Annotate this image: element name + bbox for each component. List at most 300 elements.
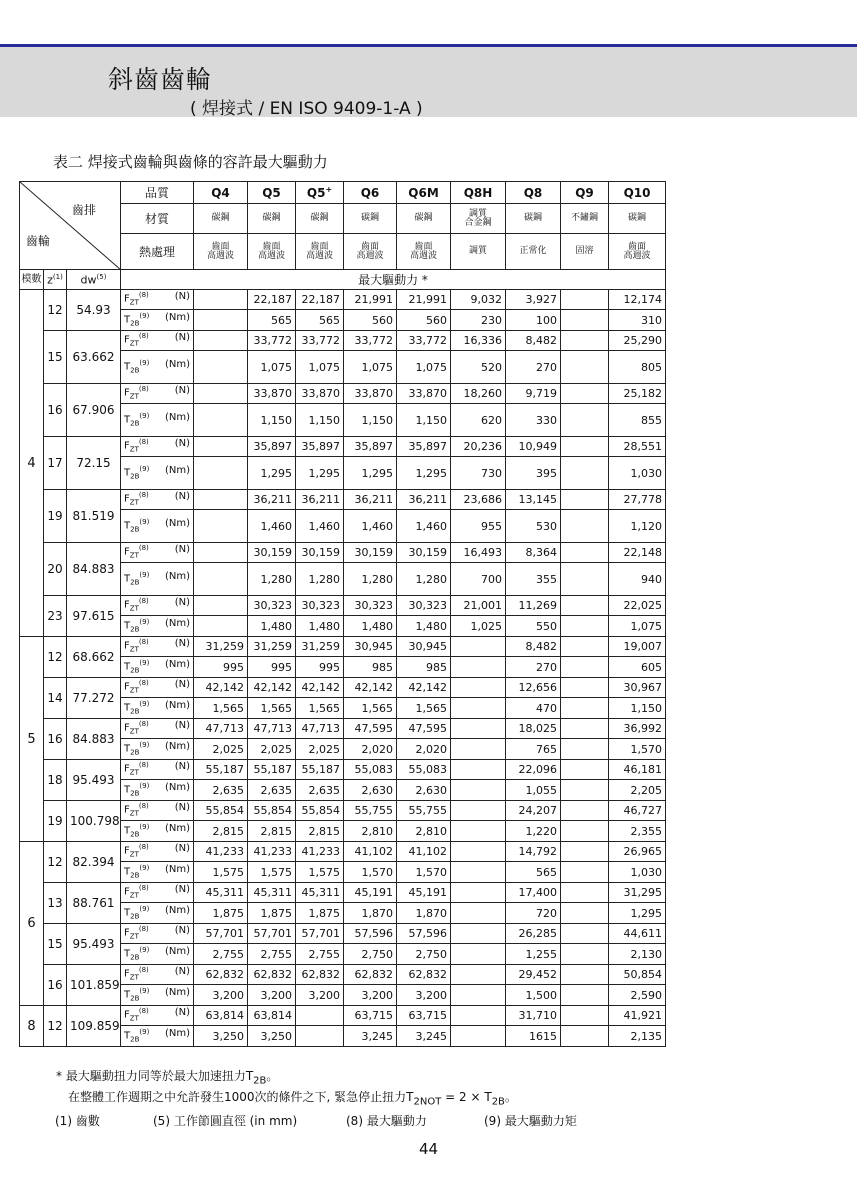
torque-value: 720 <box>506 903 561 924</box>
teeth-cell: 14 <box>44 678 67 719</box>
torque-value: 3,245 <box>344 1026 397 1047</box>
teeth-cell: 17 <box>44 437 67 490</box>
max-force-header: 最大驅動力 * <box>121 270 666 290</box>
material-cell: 碳鋼 <box>344 204 397 234</box>
force-value: 57,596 <box>344 924 397 944</box>
teeth-cell: 16 <box>44 719 67 760</box>
torque-value: 2,635 <box>194 780 248 801</box>
material-cell: 碳鋼 <box>397 204 451 234</box>
torque-value: 1,030 <box>609 862 666 883</box>
torque-value: 730 <box>451 457 506 490</box>
force-value: 29,452 <box>506 965 561 985</box>
teeth-cell: 12 <box>44 290 67 331</box>
label-material: 材質 <box>121 204 194 234</box>
torque-label: $T_{2B}^{(9)}$ (Nm) <box>121 563 194 596</box>
force-value <box>561 924 609 944</box>
footnote-text: 。 <box>266 1069 279 1083</box>
force-value: 16,336 <box>451 331 506 351</box>
force-value: 11,269 <box>506 596 561 616</box>
material-cell: 碳鋼 <box>296 204 344 234</box>
torque-value <box>561 780 609 801</box>
force-value <box>194 543 248 563</box>
pitch-diameter-cell: 63.662 <box>67 331 121 384</box>
torque-value: 1,075 <box>397 351 451 384</box>
force-value: 63,715 <box>344 1006 397 1026</box>
treatment-cell: 調質 <box>451 234 506 270</box>
force-value: 19,007 <box>609 637 666 657</box>
torque-value: 1,570 <box>609 739 666 760</box>
force-value: 33,772 <box>296 331 344 351</box>
force-value: 14,792 <box>506 842 561 862</box>
force-value <box>451 760 506 780</box>
treatment-cell: 固溶 <box>561 234 609 270</box>
torque-value: 1,575 <box>248 862 296 883</box>
force-value: 45,311 <box>296 883 344 903</box>
force-value: 55,854 <box>248 801 296 821</box>
pitch-diameter-cell: 95.493 <box>67 760 121 801</box>
torque-value: 805 <box>609 351 666 384</box>
force-value: 21,991 <box>344 290 397 310</box>
force-value: 18,025 <box>506 719 561 739</box>
teeth-cell: 12 <box>44 842 67 883</box>
force-value: 63,715 <box>397 1006 451 1026</box>
force-label: $F_{ZT}^{(8)}$ (N) <box>121 637 194 657</box>
pitch-diameter-cell: 95.493 <box>67 924 121 965</box>
force-label: $F_{ZT}^{(8)}$ (N) <box>121 437 194 457</box>
torque-value: 995 <box>194 657 248 678</box>
torque-value: 1,295 <box>248 457 296 490</box>
torque-value: 1,460 <box>397 510 451 543</box>
torque-value <box>561 563 609 596</box>
torque-value: 620 <box>451 404 506 437</box>
torque-value: 520 <box>451 351 506 384</box>
torque-value: 2,635 <box>296 780 344 801</box>
corner-label-rack: 齒排 <box>72 203 97 217</box>
force-value: 30,323 <box>344 596 397 616</box>
force-value: 27,778 <box>609 490 666 510</box>
force-value <box>561 842 609 862</box>
torque-value: 2,630 <box>397 780 451 801</box>
force-value: 33,870 <box>296 384 344 404</box>
torque-value: 700 <box>451 563 506 596</box>
force-value: 17,400 <box>506 883 561 903</box>
force-value: 13,145 <box>506 490 561 510</box>
torque-label: $T_{2B}^{(9)}$ (Nm) <box>121 404 194 437</box>
torque-value: 2,810 <box>397 821 451 842</box>
force-value: 8,364 <box>506 543 561 563</box>
force-value: 41,233 <box>194 842 248 862</box>
torque-value: 1,460 <box>344 510 397 543</box>
force-value: 22,025 <box>609 596 666 616</box>
torque-value <box>194 404 248 437</box>
force-value: 47,713 <box>248 719 296 739</box>
module-cell: 5 <box>20 637 44 842</box>
torque-value: 565 <box>248 310 296 331</box>
torque-label: $T_{2B}^{(9)}$ (Nm) <box>121 351 194 384</box>
torque-value: 3,250 <box>248 1026 296 1047</box>
torque-value: 2,750 <box>397 944 451 965</box>
force-value <box>194 437 248 457</box>
torque-value: 560 <box>397 310 451 331</box>
force-value: 33,772 <box>397 331 451 351</box>
torque-value: 1,575 <box>296 862 344 883</box>
force-value: 30,159 <box>248 543 296 563</box>
torque-value: 230 <box>451 310 506 331</box>
torque-value <box>561 862 609 883</box>
force-value: 33,870 <box>344 384 397 404</box>
torque-label: $T_{2B}^{(9)}$ (Nm) <box>121 944 194 965</box>
torque-value <box>451 698 506 719</box>
force-value <box>451 924 506 944</box>
footnote-text: = 2 × T <box>441 1090 492 1104</box>
torque-value: 1,280 <box>296 563 344 596</box>
force-value: 9,719 <box>506 384 561 404</box>
force-value: 46,727 <box>609 801 666 821</box>
force-value: 47,713 <box>296 719 344 739</box>
col-module: 模數 <box>20 270 44 290</box>
force-value: 30,323 <box>248 596 296 616</box>
torque-value: 955 <box>451 510 506 543</box>
torque-value <box>561 821 609 842</box>
torque-value: 565 <box>506 862 561 883</box>
force-value: 31,259 <box>296 637 344 657</box>
torque-label: $T_{2B}^{(9)}$ (Nm) <box>121 780 194 801</box>
torque-value <box>561 310 609 331</box>
force-value: 3,927 <box>506 290 561 310</box>
torque-value: 355 <box>506 563 561 596</box>
torque-label: $T_{2B}^{(9)}$ (Nm) <box>121 739 194 760</box>
force-value: 41,233 <box>248 842 296 862</box>
torque-value: 1,870 <box>397 903 451 924</box>
torque-value: 1,280 <box>344 563 397 596</box>
torque-value: 2,025 <box>248 739 296 760</box>
force-value <box>561 437 609 457</box>
grade-header: Q5 <box>248 182 296 204</box>
force-value <box>561 719 609 739</box>
torque-value: 940 <box>609 563 666 596</box>
torque-value: 1,150 <box>609 698 666 719</box>
pitch-diameter-cell: 88.761 <box>67 883 121 924</box>
corner-label-gear: 齒輪 <box>26 234 51 248</box>
torque-value: 1,575 <box>194 862 248 883</box>
force-value: 30,945 <box>344 637 397 657</box>
treatment-cell: 齒面 高週波 <box>248 234 296 270</box>
force-value <box>561 883 609 903</box>
torque-value: 1,565 <box>397 698 451 719</box>
torque-value <box>451 780 506 801</box>
torque-value: 2,810 <box>344 821 397 842</box>
torque-label: $T_{2B}^{(9)}$ (Nm) <box>121 821 194 842</box>
torque-label: $T_{2B}^{(9)}$ (Nm) <box>121 457 194 490</box>
force-value: 47,713 <box>194 719 248 739</box>
force-value <box>561 801 609 821</box>
pitch-diameter-cell: 54.93 <box>67 290 121 331</box>
teeth-cell: 23 <box>44 596 67 637</box>
torque-value: 1,150 <box>344 404 397 437</box>
pitch-diameter-cell: 81.519 <box>67 490 121 543</box>
force-value: 42,142 <box>397 678 451 698</box>
material-cell: 碳鋼 <box>506 204 561 234</box>
force-value: 63,814 <box>248 1006 296 1026</box>
teeth-cell: 15 <box>44 331 67 384</box>
force-value: 22,187 <box>296 290 344 310</box>
force-value: 62,832 <box>344 965 397 985</box>
force-value: 36,992 <box>609 719 666 739</box>
torque-value <box>561 657 609 678</box>
force-value <box>194 384 248 404</box>
teeth-cell: 16 <box>44 965 67 1006</box>
force-value: 44,611 <box>609 924 666 944</box>
force-value: 30,159 <box>397 543 451 563</box>
footnote-text: 。 <box>504 1090 517 1104</box>
force-value: 30,323 <box>296 596 344 616</box>
torque-value: 2,635 <box>248 780 296 801</box>
teeth-cell: 19 <box>44 490 67 543</box>
torque-value: 1,295 <box>344 457 397 490</box>
torque-value <box>561 457 609 490</box>
force-value: 42,142 <box>296 678 344 698</box>
force-value <box>561 760 609 780</box>
force-value <box>194 290 248 310</box>
force-value: 62,832 <box>397 965 451 985</box>
force-label: $F_{ZT}^{(8)}$ (N) <box>121 384 194 404</box>
torque-value: 1,150 <box>248 404 296 437</box>
force-value: 20,236 <box>451 437 506 457</box>
torque-value: 1,875 <box>296 903 344 924</box>
torque-value: 1,030 <box>609 457 666 490</box>
force-label: $F_{ZT}^{(8)}$ (N) <box>121 678 194 698</box>
torque-value <box>451 985 506 1006</box>
torque-value: 310 <box>609 310 666 331</box>
torque-value: 985 <box>397 657 451 678</box>
force-label: $F_{ZT}^{(8)}$ (N) <box>121 331 194 351</box>
force-value <box>561 965 609 985</box>
torque-value: 1,280 <box>248 563 296 596</box>
footnote-emergency-stop <box>68 1088 517 1107</box>
torque-value: 1,075 <box>609 616 666 637</box>
force-value: 30,323 <box>397 596 451 616</box>
torque-value: 1,120 <box>609 510 666 543</box>
force-value: 57,596 <box>397 924 451 944</box>
force-value: 22,187 <box>248 290 296 310</box>
torque-value: 1,500 <box>506 985 561 1006</box>
force-label: $F_{ZT}^{(8)}$ (N) <box>121 290 194 310</box>
force-value <box>451 637 506 657</box>
force-value: 26,285 <box>506 924 561 944</box>
torque-label: $T_{2B}^{(9)}$ (Nm) <box>121 310 194 331</box>
torque-value: 985 <box>344 657 397 678</box>
torque-value: 3,200 <box>397 985 451 1006</box>
table-caption: 表二 焊接式齒輪與齒條的容許最大驅動力 <box>53 153 328 171</box>
torque-value: 270 <box>506 351 561 384</box>
torque-value <box>451 657 506 678</box>
grade-header: Q6M <box>397 182 451 204</box>
torque-value: 3,250 <box>194 1026 248 1047</box>
pitch-diameter-cell: 109.859 <box>67 1006 121 1047</box>
force-value: 42,142 <box>344 678 397 698</box>
pitch-diameter-cell: 84.883 <box>67 719 121 760</box>
force-value: 41,233 <box>296 842 344 862</box>
force-value: 42,142 <box>248 678 296 698</box>
col-teeth: $z^{(1)}$ <box>44 270 67 290</box>
torque-label: $T_{2B}^{(9)}$ (Nm) <box>121 698 194 719</box>
force-value: 30,945 <box>397 637 451 657</box>
torque-value: 1,480 <box>296 616 344 637</box>
force-value: 45,191 <box>344 883 397 903</box>
pitch-diameter-cell: 101.859 <box>67 965 121 1006</box>
torque-value: 1,075 <box>344 351 397 384</box>
force-value: 55,083 <box>397 760 451 780</box>
torque-value: 2,815 <box>248 821 296 842</box>
force-value <box>561 331 609 351</box>
force-label: $F_{ZT}^{(8)}$ (N) <box>121 883 194 903</box>
torque-value <box>194 563 248 596</box>
force-value: 45,311 <box>194 883 248 903</box>
torque-value: 565 <box>296 310 344 331</box>
torque-value: 560 <box>344 310 397 331</box>
force-value: 62,832 <box>296 965 344 985</box>
force-label: $F_{ZT}^{(8)}$ (N) <box>121 801 194 821</box>
force-value: 57,701 <box>296 924 344 944</box>
pitch-diameter-cell: 67.906 <box>67 384 121 437</box>
torque-value: 2,135 <box>609 1026 666 1047</box>
torque-value: 855 <box>609 404 666 437</box>
torque-value: 2,750 <box>344 944 397 965</box>
material-cell: 碳鋼 <box>609 204 666 234</box>
torque-value: 270 <box>506 657 561 678</box>
torque-value: 1,875 <box>248 903 296 924</box>
torque-value: 330 <box>506 404 561 437</box>
torque-value: 1,255 <box>506 944 561 965</box>
torque-value: 1,565 <box>194 698 248 719</box>
torque-value: 3,200 <box>194 985 248 1006</box>
pitch-diameter-cell: 72.15 <box>67 437 121 490</box>
footnote-text: * 最大驅動扭力同等於最大加速扭力T <box>56 1069 254 1083</box>
force-value <box>451 1006 506 1026</box>
force-value <box>451 965 506 985</box>
force-value: 22,148 <box>609 543 666 563</box>
teeth-cell: 18 <box>44 760 67 801</box>
torque-value <box>561 404 609 437</box>
force-value: 57,701 <box>194 924 248 944</box>
force-value: 31,710 <box>506 1006 561 1026</box>
force-value: 47,595 <box>344 719 397 739</box>
module-cell: 6 <box>20 842 44 1006</box>
torque-value <box>561 944 609 965</box>
teeth-cell: 16 <box>44 384 67 437</box>
torque-value <box>561 739 609 760</box>
force-value: 21,991 <box>397 290 451 310</box>
torque-value: 1,565 <box>344 698 397 719</box>
force-value: 55,854 <box>194 801 248 821</box>
torque-value: 765 <box>506 739 561 760</box>
torque-value <box>561 510 609 543</box>
force-value: 25,182 <box>609 384 666 404</box>
force-value: 9,032 <box>451 290 506 310</box>
grade-header: Q4 <box>194 182 248 204</box>
force-label: $F_{ZT}^{(8)}$ (N) <box>121 924 194 944</box>
label-treatment: 熱處理 <box>121 234 194 270</box>
pitch-diameter-cell: 77.272 <box>67 678 121 719</box>
force-value <box>451 801 506 821</box>
treatment-cell: 齒面 高週波 <box>344 234 397 270</box>
torque-value: 2,025 <box>296 739 344 760</box>
force-value <box>561 1006 609 1026</box>
torque-value: 2,020 <box>344 739 397 760</box>
force-value: 31,259 <box>248 637 296 657</box>
torque-value: 1,480 <box>248 616 296 637</box>
torque-value: 1,570 <box>397 862 451 883</box>
grade-header: Q9 <box>561 182 609 204</box>
force-value: 30,967 <box>609 678 666 698</box>
force-label: $F_{ZT}^{(8)}$ (N) <box>121 1006 194 1026</box>
force-value <box>561 678 609 698</box>
torque-value: 1,220 <box>506 821 561 842</box>
force-value: 33,772 <box>344 331 397 351</box>
force-value <box>451 842 506 862</box>
torque-value: 1,295 <box>397 457 451 490</box>
torque-value: 2,020 <box>397 739 451 760</box>
footnote-max-torque <box>56 1067 278 1086</box>
force-value: 35,897 <box>296 437 344 457</box>
force-value: 55,755 <box>397 801 451 821</box>
label-quality: 品質 <box>121 182 194 204</box>
torque-value: 3,200 <box>248 985 296 1006</box>
note-max-force: (8) 最大驅動力 <box>346 1114 427 1128</box>
material-cell: 調質 合金鋼 <box>451 204 506 234</box>
force-value: 55,083 <box>344 760 397 780</box>
torque-value <box>194 510 248 543</box>
force-label: $F_{ZT}^{(8)}$ (N) <box>121 965 194 985</box>
force-value <box>194 490 248 510</box>
force-label: $F_{ZT}^{(8)}$ (N) <box>121 543 194 563</box>
treatment-cell: 齒面 高週波 <box>194 234 248 270</box>
force-value <box>194 596 248 616</box>
pitch-diameter-cell: 82.394 <box>67 842 121 883</box>
force-value: 63,814 <box>194 1006 248 1026</box>
footnote-text: 在整體工作週期之中允許發生1000次的條件之下, 緊急停止扭力T <box>68 1090 414 1104</box>
torque-value: 995 <box>296 657 344 678</box>
force-value: 35,897 <box>344 437 397 457</box>
teeth-cell: 15 <box>44 924 67 965</box>
force-value <box>561 490 609 510</box>
force-value: 8,482 <box>506 637 561 657</box>
torque-value <box>561 1026 609 1047</box>
torque-value: 2,815 <box>296 821 344 842</box>
material-cell: 不鏽鋼 <box>561 204 609 234</box>
force-value: 23,686 <box>451 490 506 510</box>
teeth-cell: 20 <box>44 543 67 596</box>
force-value: 62,832 <box>194 965 248 985</box>
footnote-sub: 2B <box>491 1096 505 1108</box>
force-label: $F_{ZT}^{(8)}$ (N) <box>121 719 194 739</box>
torque-value: 2,130 <box>609 944 666 965</box>
note-teeth: (1) 齒數 <box>55 1114 100 1128</box>
torque-value: 995 <box>248 657 296 678</box>
pitch-diameter-cell: 68.662 <box>67 637 121 678</box>
torque-value <box>561 351 609 384</box>
page-subtitle: ( 焊接式 / EN ISO 9409-1-A ) <box>190 99 423 119</box>
torque-value <box>451 903 506 924</box>
torque-value <box>561 616 609 637</box>
torque-value <box>561 985 609 1006</box>
material-cell: 碳鋼 <box>194 204 248 234</box>
torque-value: 1,460 <box>296 510 344 543</box>
force-value: 26,965 <box>609 842 666 862</box>
force-value: 33,870 <box>248 384 296 404</box>
grade-header: Q10 <box>609 182 666 204</box>
pitch-diameter-cell: 97.615 <box>67 596 121 637</box>
